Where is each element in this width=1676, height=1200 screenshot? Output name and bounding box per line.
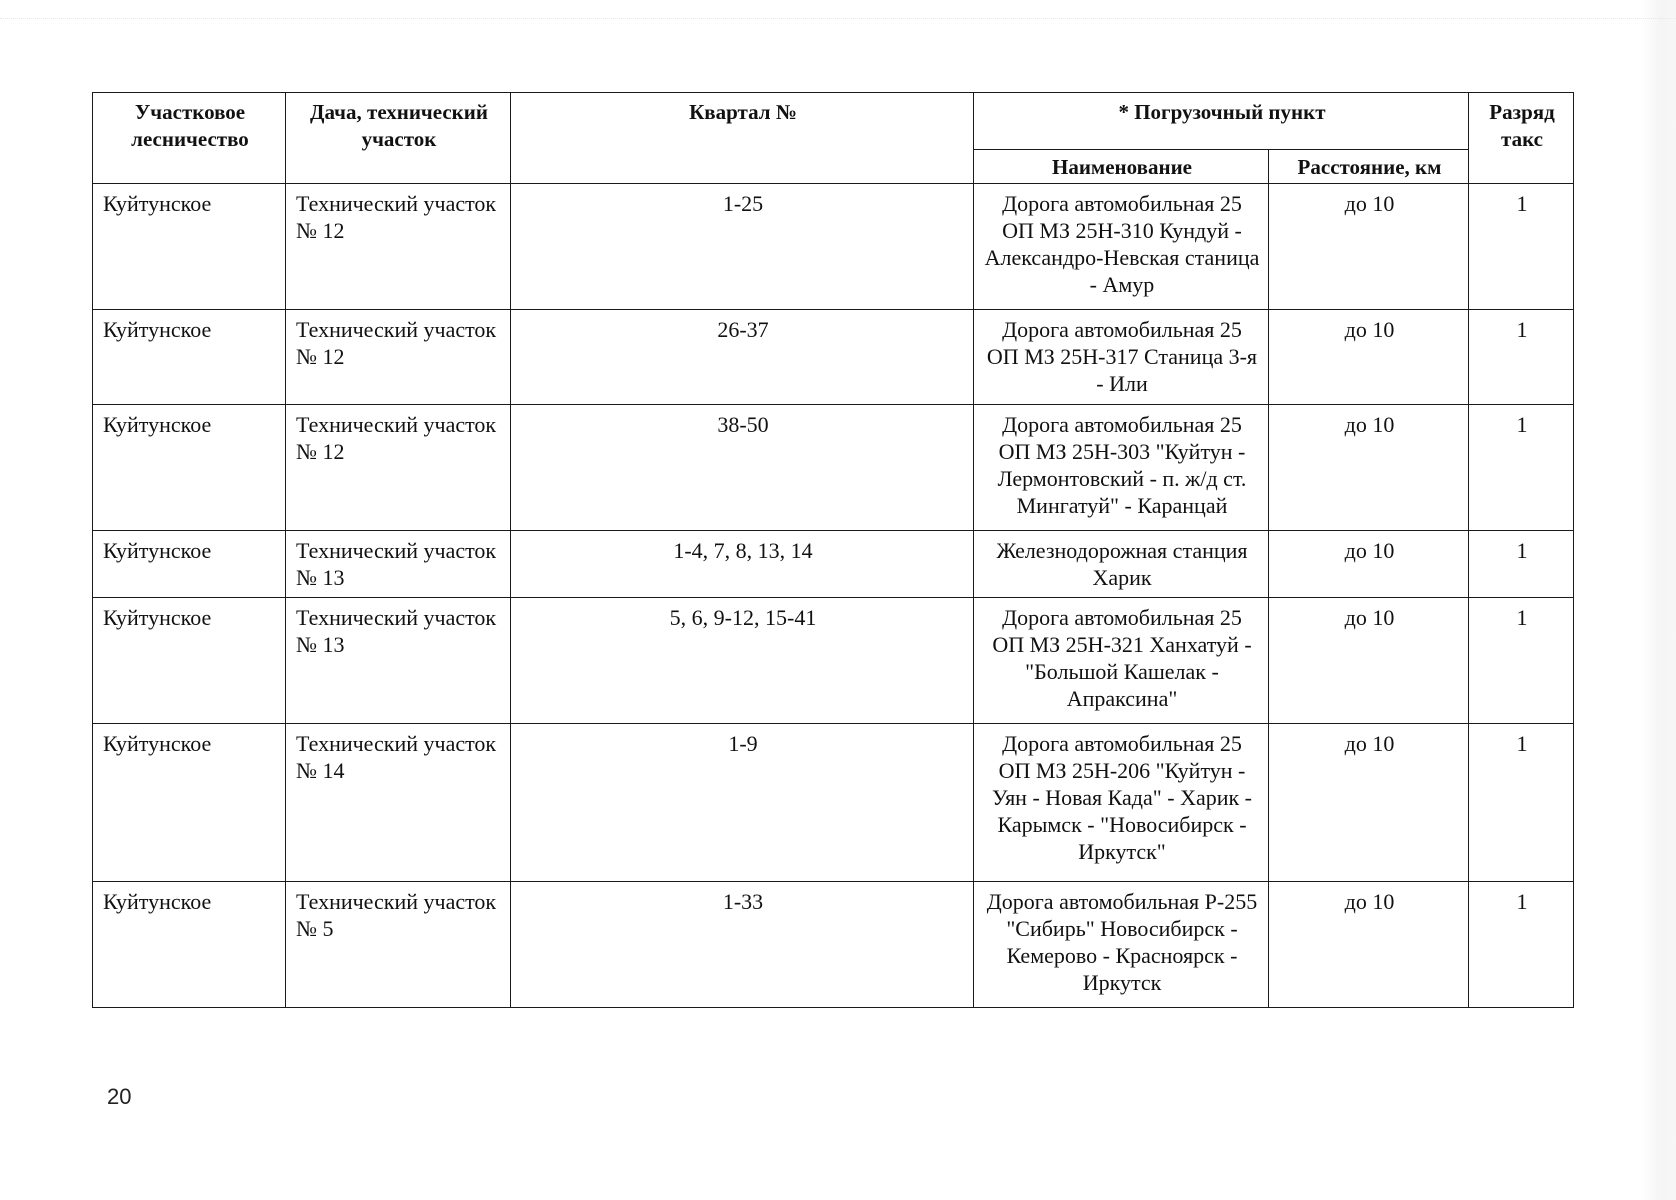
table-row — [93, 724, 1574, 882]
header-loading-point: * Погрузочный пункт — [974, 93, 1469, 150]
cell-forestry: Куйтунское — [93, 405, 286, 531]
header-quarter: Квартал № — [511, 93, 974, 184]
cell-loading-name: Дорога автомобильная 25 ОП МЗ 25Н-206 "Куйтун - Уян - Новая Када" - Харик - Карымск - "Новосибирск - Иркутск" — [974, 724, 1269, 882]
cell-quarter: 1-9 — [511, 724, 974, 882]
cell-dacha: Технический участок № 12 — [286, 184, 511, 310]
cell-dacha: Технический участок № 14 — [286, 724, 511, 882]
cell-forestry: Куйтунское — [93, 310, 286, 405]
cell-loading-name: Дорога автомобильная Р-255 "Сибирь" Новосибирск - Кемерово - Красноярск - Иркутск — [974, 882, 1269, 1008]
cell-loading-name: Железнодорожная станция Харик — [974, 531, 1269, 598]
cell-rank: 1 — [1469, 184, 1574, 310]
cell-dacha: Технический участок № 5 — [286, 882, 511, 1008]
cell-forestry: Куйтунское — [93, 882, 286, 1008]
cell-dacha: Технический участок № 13 — [286, 598, 511, 724]
cell-loading-name: Дорога автомобильная 25 ОП МЗ 25Н-317 Станица 3-я - Или — [974, 310, 1269, 405]
cell-forestry: Куйтунское — [93, 598, 286, 724]
header-row — [93, 93, 1574, 150]
header-loading-name: Наименование — [974, 150, 1269, 184]
loading-points-table — [92, 92, 1574, 1008]
cell-dacha: Технический участок № 12 — [286, 405, 511, 531]
table-row — [93, 531, 1574, 598]
cell-distance: до 10 — [1269, 882, 1469, 1008]
header-forestry: Участковое лесничество — [93, 93, 286, 184]
cell-quarter: 26-37 — [511, 310, 974, 405]
cell-loading-name: Дорога автомобильная 25 ОП МЗ 25Н-310 Кундуй - Александро-Невская станица - Амур — [974, 184, 1269, 310]
page-number: 20 — [107, 1084, 132, 1109]
cell-forestry: Куйтунское — [93, 184, 286, 310]
cell-distance: до 10 — [1269, 531, 1469, 598]
cell-distance: до 10 — [1269, 184, 1469, 310]
cell-quarter: 1-4, 7, 8, 13, 14 — [511, 531, 974, 598]
cell-quarter: 1-25 — [511, 184, 974, 310]
cell-rank: 1 — [1469, 598, 1574, 724]
cell-rank: 1 — [1469, 310, 1574, 405]
cell-distance: до 10 — [1269, 310, 1469, 405]
scan-artifact-top — [0, 18, 1676, 19]
cell-forestry: Куйтунское — [93, 724, 286, 882]
cell-distance: до 10 — [1269, 405, 1469, 531]
cell-loading-name: Дорога автомобильная 25 ОП МЗ 25Н-321 Ханхатуй - "Большой Кашелак - Апраксина" — [974, 598, 1269, 724]
cell-dacha: Технический участок № 13 — [286, 531, 511, 598]
cell-rank: 1 — [1469, 531, 1574, 598]
table-row — [93, 405, 1574, 531]
cell-rank: 1 — [1469, 882, 1574, 1008]
table-header — [93, 93, 1574, 184]
header-tax-rank: Разряд такс — [1469, 93, 1574, 184]
cell-quarter: 1-33 — [511, 882, 974, 1008]
table-row — [93, 882, 1574, 1008]
table-row — [93, 184, 1574, 310]
cell-forestry: Куйтунское — [93, 531, 286, 598]
table-row — [93, 598, 1574, 724]
cell-loading-name: Дорога автомобильная 25 ОП МЗ 25Н-303 "Куйтун - Лермонтовский - п. ж/д ст. Мингатуй" - Каранцай — [974, 405, 1269, 531]
header-loading-distance: Расстояние, км — [1269, 150, 1469, 184]
table-body — [93, 184, 1574, 1008]
cell-rank: 1 — [1469, 724, 1574, 882]
table-row — [93, 310, 1574, 405]
cell-dacha: Технический участок № 12 — [286, 310, 511, 405]
scan-artifact-edge — [1640, 0, 1676, 1200]
cell-quarter: 38-50 — [511, 405, 974, 531]
cell-distance: до 10 — [1269, 724, 1469, 882]
cell-quarter: 5, 6, 9-12, 15-41 — [511, 598, 974, 724]
header-dacha: Дача, технический участок — [286, 93, 511, 184]
cell-rank: 1 — [1469, 405, 1574, 531]
cell-distance: до 10 — [1269, 598, 1469, 724]
